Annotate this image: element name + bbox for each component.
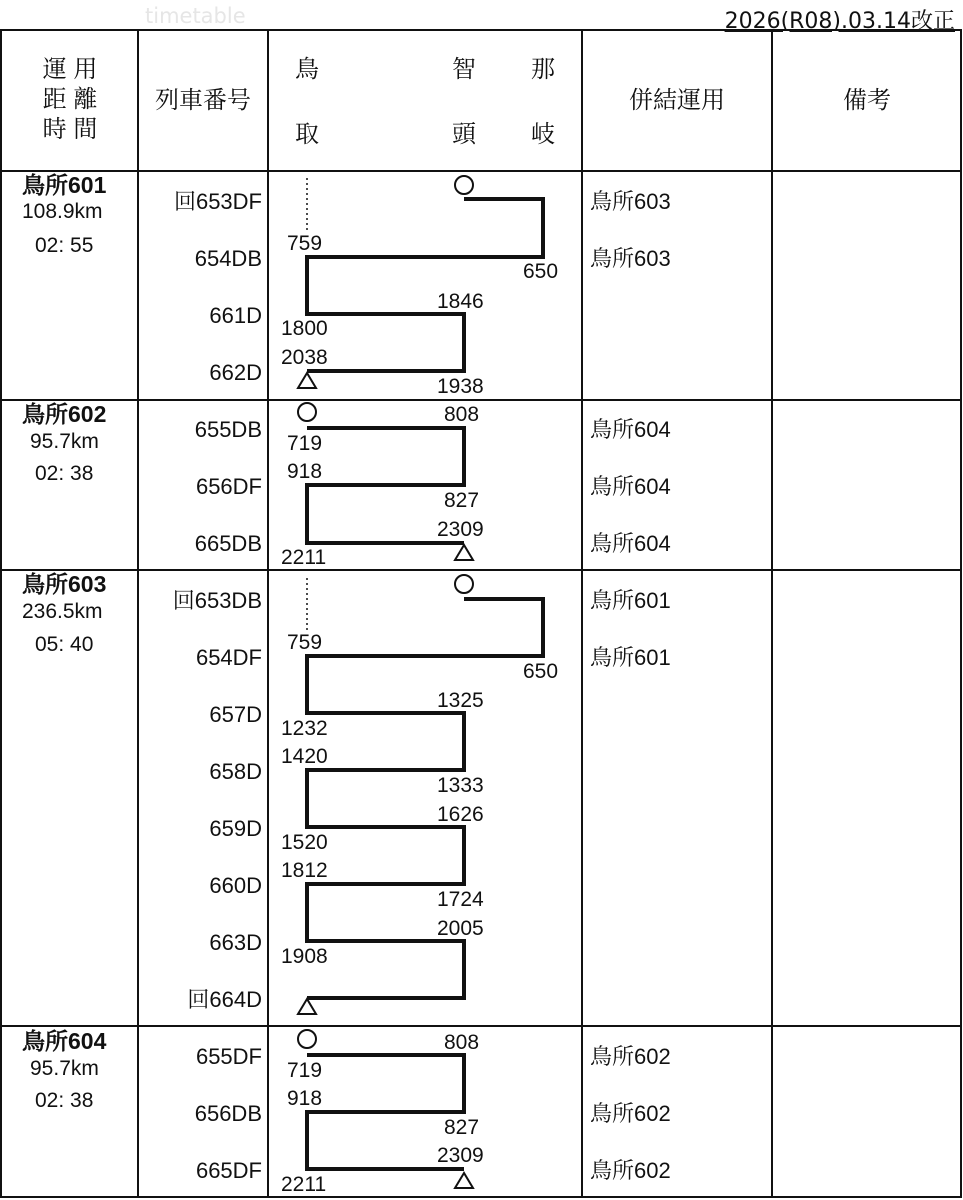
train-number: 回653DB <box>172 588 262 613</box>
operation-distance: 95.7km <box>30 1057 99 1080</box>
header-coupled-operation: 併結運用 <box>629 87 725 114</box>
train-number: 662D <box>209 360 262 385</box>
coupled-operation: 鳥所603 <box>590 246 671 271</box>
table-header <box>43 56 891 148</box>
train-number: 655DB <box>194 417 262 442</box>
train-number: 656DB <box>194 1101 262 1126</box>
time-label: 1626 <box>437 803 484 826</box>
station-nagi-top: 那 <box>531 56 555 83</box>
train-number: 655DF <box>195 1044 262 1069</box>
time-label: 1846 <box>437 290 484 313</box>
start-circle-icon <box>298 403 316 421</box>
train-number: 658D <box>209 759 262 784</box>
train-number: 656DF <box>195 474 262 499</box>
coupled-operation: 鳥所604 <box>590 417 671 442</box>
operation-name: 鳥所604 <box>22 1028 107 1054</box>
time-label: 808 <box>444 403 480 426</box>
time-label: 827 <box>444 489 480 512</box>
diagram-path <box>298 575 543 1014</box>
diagram-path <box>298 176 543 388</box>
operation-duration: 02: 38 <box>35 1089 94 1112</box>
train-number: 663D <box>209 930 262 955</box>
time-label: 1520 <box>281 831 328 854</box>
operation-name: 鳥所601 <box>22 172 107 198</box>
time-label: 759 <box>287 232 323 255</box>
station-chizu-top: 智 <box>452 56 476 83</box>
station-tottori-bottom: 取 <box>295 121 319 148</box>
operation-block-604 <box>22 1028 671 1196</box>
revision-date: 2026(R08).03.14改正 <box>724 9 955 34</box>
coupled-operation: 鳥所602 <box>590 1044 671 1069</box>
start-circle-icon <box>455 575 473 593</box>
time-label: 2309 <box>437 518 484 541</box>
train-number: 659D <box>209 816 262 841</box>
time-label: 1333 <box>437 774 484 797</box>
operation-distance: 95.7km <box>30 430 99 453</box>
time-label: 1800 <box>281 317 328 340</box>
watermark: timetable <box>145 4 246 28</box>
train-number: 654DB <box>194 246 262 271</box>
station-chizu-bottom: 頭 <box>452 121 476 148</box>
coupled-operation: 鳥所602 <box>590 1158 671 1183</box>
end-triangle-icon <box>455 1173 473 1188</box>
train-number: 回653DF <box>173 189 262 214</box>
time-label: 1908 <box>281 945 328 968</box>
time-label: 827 <box>444 1116 480 1139</box>
time-label: 1232 <box>281 717 328 740</box>
train-number: 回664D <box>187 987 262 1012</box>
header-operation: 運 用 <box>42 56 98 83</box>
start-circle-icon <box>298 1030 316 1048</box>
train-number: 657D <box>209 702 262 727</box>
time-label: 2309 <box>437 1144 484 1167</box>
time-label: 1938 <box>437 375 484 398</box>
coupled-operation: 鳥所604 <box>590 474 671 499</box>
train-number: 665DB <box>194 531 262 556</box>
header-distance: 距 離 <box>42 86 98 113</box>
operation-block-601 <box>22 172 671 398</box>
train-number: 661D <box>209 303 262 328</box>
coupled-operation: 鳥所602 <box>590 1101 671 1126</box>
station-tottori-top: 鳥 <box>295 56 319 83</box>
time-label: 650 <box>523 660 559 683</box>
operation-name: 鳥所602 <box>22 401 107 427</box>
operation-distance: 236.5km <box>22 600 103 623</box>
time-label: 719 <box>287 432 323 455</box>
coupled-operation: 鳥所604 <box>590 531 671 556</box>
time-label: 1420 <box>281 745 328 768</box>
station-nagi-bottom: 岐 <box>531 121 555 148</box>
time-label: 2005 <box>437 917 484 940</box>
start-circle-icon <box>455 176 473 194</box>
coupled-operation: 鳥所603 <box>590 189 671 214</box>
time-label: 759 <box>287 631 323 654</box>
time-label: 719 <box>287 1059 323 1082</box>
header-time: 時 間 <box>42 116 98 143</box>
coupled-operation: 鳥所601 <box>590 588 671 613</box>
operation-block-602 <box>22 401 671 569</box>
operation-duration: 05: 40 <box>35 633 94 656</box>
operation-distance: 108.9km <box>22 200 103 223</box>
end-triangle-icon <box>298 999 316 1014</box>
operation-name: 鳥所603 <box>22 571 107 597</box>
time-label: 1325 <box>437 689 484 712</box>
operation-duration: 02: 38 <box>35 462 94 485</box>
time-label: 650 <box>523 260 559 283</box>
time-label: 808 <box>444 1031 480 1054</box>
time-label: 918 <box>287 460 323 483</box>
train-number: 660D <box>209 873 262 898</box>
train-number: 654DF <box>195 645 262 670</box>
header-train-number: 列車番号 <box>155 87 251 114</box>
end-triangle-icon <box>298 373 316 388</box>
operation-block-603 <box>22 571 671 1014</box>
time-label: 2211 <box>281 1173 327 1196</box>
time-label: 918 <box>287 1087 323 1110</box>
train-number: 665DF <box>195 1158 262 1183</box>
header-remarks: 備考 <box>843 87 891 114</box>
operation-duration: 02: 55 <box>35 234 94 257</box>
time-label: 1812 <box>281 859 328 882</box>
time-label: 2211 <box>281 546 327 569</box>
time-label: 1724 <box>437 888 484 911</box>
end-triangle-icon <box>455 545 473 560</box>
table-frame <box>1 30 961 1197</box>
coupled-operation: 鳥所601 <box>590 645 671 670</box>
time-label: 2038 <box>281 346 328 369</box>
